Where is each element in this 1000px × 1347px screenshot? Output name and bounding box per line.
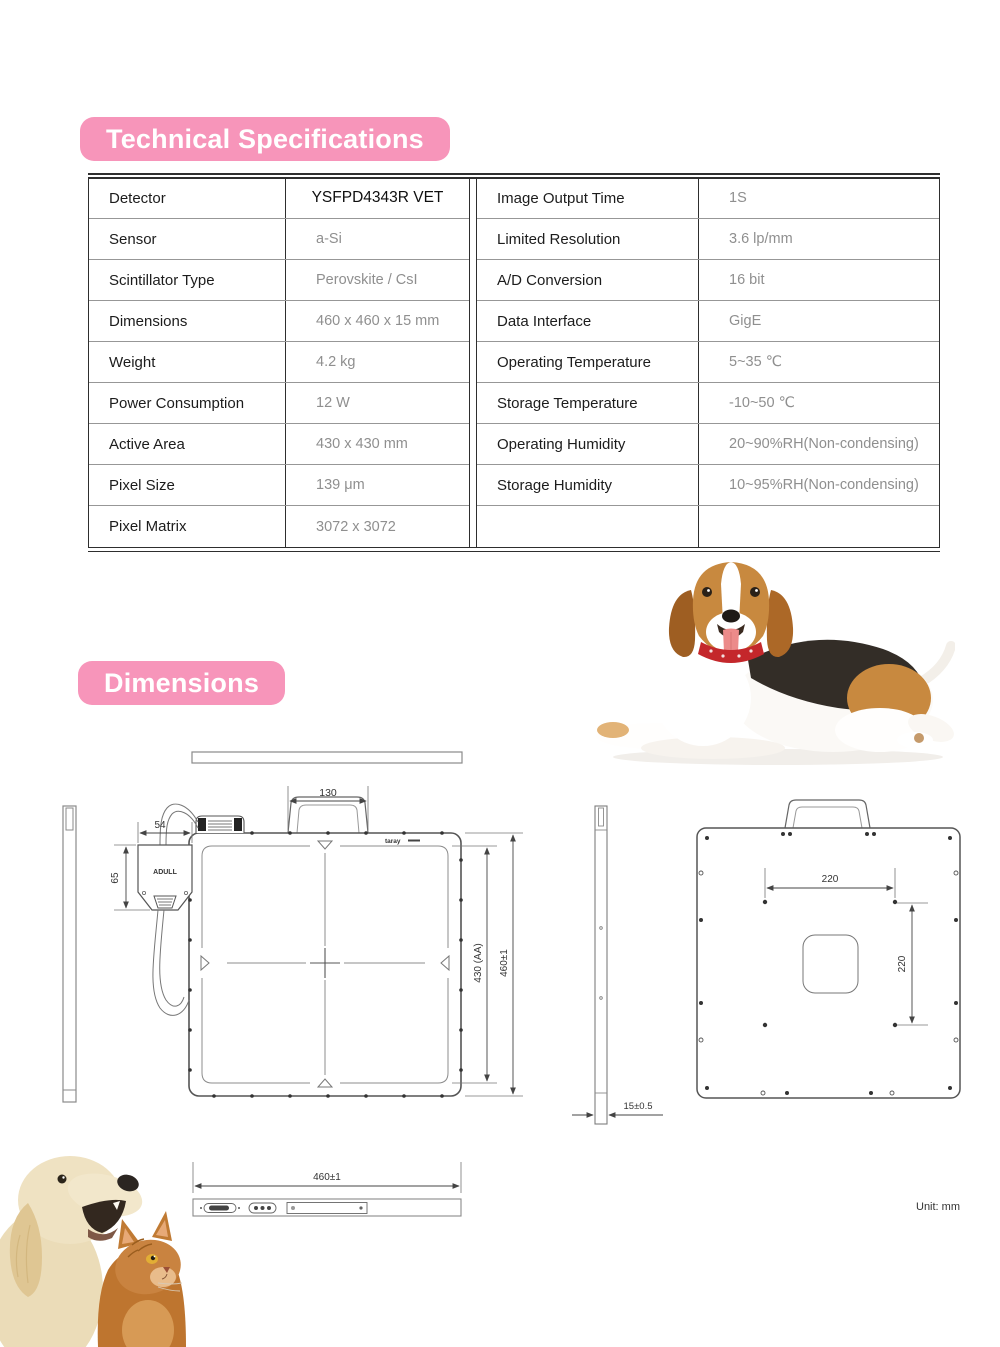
table-top-line <box>88 173 940 175</box>
dim-bottom-width-label: 460±1 <box>313 1172 341 1183</box>
table-row: Pixel Size 139 μm <box>89 465 469 506</box>
section-title-dimensions: Dimensions <box>78 661 285 705</box>
cable-socket <box>196 816 244 833</box>
table-row: Storage Humidity 10~95%RH(Non-condensing) <box>477 465 939 506</box>
detector-model: YSFPD4343R VET <box>311 189 444 206</box>
table-row: Active Area 430 x 430 mm <box>89 424 469 465</box>
beagle-photo <box>583 550 955 768</box>
table-row: Sensor a-Si <box>89 219 469 260</box>
table-row: Limited Resolution 3.6 lp/mm <box>477 219 939 260</box>
table-row: Storage Temperature -10~50 ℃ <box>477 383 939 424</box>
table-row: Operating Temperature 5~35 ℃ <box>477 342 939 383</box>
table-row: Pixel Matrix 3072 x 3072 <box>89 506 469 547</box>
dim-thickness-label: 15±0.5 <box>623 1101 653 1112</box>
table-row <box>477 506 939 547</box>
spec-table-right <box>476 178 940 547</box>
table-row: Image Output Time 1S <box>477 178 939 219</box>
top-view-bar <box>192 752 462 763</box>
left-side-view <box>63 806 76 1102</box>
dim-active-area-label: 430 (AA) <box>473 943 484 983</box>
unit-note: Unit: mm <box>916 1201 960 1213</box>
dim-plug-height-label: 65 <box>110 872 121 884</box>
table-row: Dimensions 460 x 460 x 15 mm <box>89 301 469 342</box>
bottom-view <box>193 1162 461 1216</box>
table-row: Scintillator Type Perovskite / CsI <box>89 260 469 301</box>
table-row: A/D Conversion 16 bit <box>477 260 939 301</box>
dim-hole-pitch-y-label: 220 <box>897 955 908 973</box>
dim-handle-width-label: 130 <box>319 787 337 799</box>
table-row: Detector YSFPD4343R VET <box>89 178 469 219</box>
plug-brand-label: ADULL <box>153 869 177 876</box>
dim-outer-height-label: 460±1 <box>499 949 510 977</box>
spec-table <box>88 173 940 552</box>
front-view <box>110 786 523 1098</box>
table-row: Data Interface GigE <box>477 301 939 342</box>
spec-table-left <box>88 178 470 547</box>
beagle-head <box>669 562 793 663</box>
brand-logo: taray <box>385 838 401 845</box>
table-row: Weight 4.2 kg <box>89 342 469 383</box>
cat <box>98 1211 186 1347</box>
back-view <box>697 800 960 1098</box>
section-title-technical-specifications: Technical Specifications <box>80 117 450 161</box>
side-view <box>572 806 663 1124</box>
dim-plug-width-label: 54 <box>154 820 166 831</box>
table-row: Power Consumption 12 W <box>89 383 469 424</box>
dog-and-cat-photo <box>0 1145 200 1347</box>
table-row: Operating Humidity 20~90%RH(Non-condensing) <box>477 424 939 465</box>
cable-plug <box>138 845 192 1015</box>
dim-hole-pitch-x-label: 220 <box>821 874 839 885</box>
